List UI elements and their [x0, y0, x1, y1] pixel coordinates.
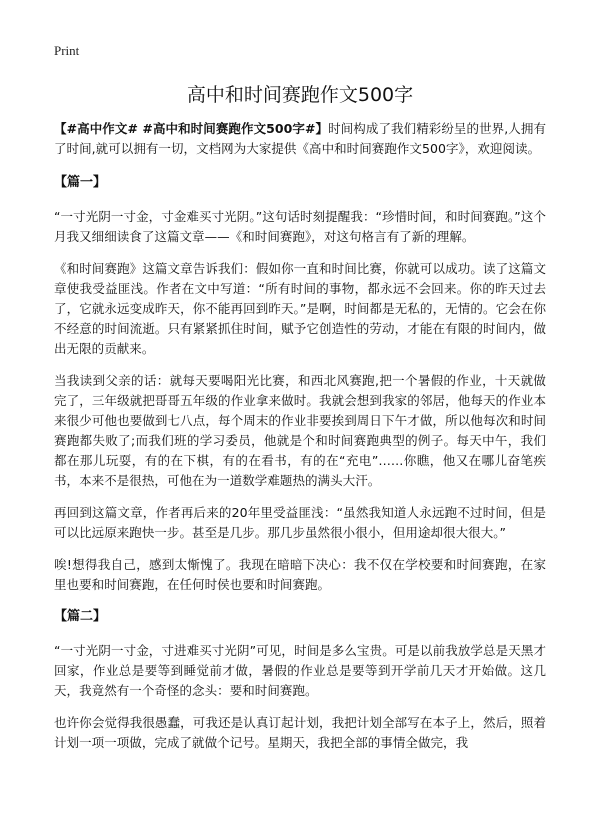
- section-2-paragraph-1: “一寸光阴一寸金，寸进难买寸光阴”可见，时间是多么宝贵。可是以前我放学总是天黑才回家，作业总是要等到睡觉前才做，暑假的作业总是要等到开学前几天才开始做。这几天，我竟然有一个奇怪的念头：要和时间赛跑。: [54, 643, 546, 698]
- section-1-paragraph-2: 《和时间赛跑》这篇文章告诉我们：假如你一直和时间比赛，你就可以成功。读了这篇文章使我受益匪浅。作者在文中写道：“所有时间的事物，都永远不会回来。你的昨天过去了，它就永远变成昨天，你不能再回到昨天。”是啊，时间都是无私的，无情的。它会在你不经意的时间流逝。只有紧紧抓住时间，赋予它创造性的劳动，才能在有限的时间内，做出无限的贡献来。: [54, 261, 546, 356]
- page-title: 高中和时间赛跑作文500字: [186, 84, 414, 106]
- print-link[interactable]: Print: [54, 43, 80, 58]
- section-1-paragraph-1: “一寸光阴一寸金，寸金难买寸光阴。”这句话时刻提醒我：“珍惜时间，和时间赛跑。”这个月我又细细读食了这篇文章——《和时间赛跑》，对这句格言有了新的理解。: [54, 209, 546, 244]
- section-heading-2: 【篇二】: [54, 609, 107, 624]
- intro-text: 时间构成了我们精彩纷呈的世界,人拥有了时间,就可以拥有一切，文档网为大家提供《高中和时间赛跑作文500字》，欢迎阅读。: [54, 121, 546, 156]
- section-heading-1: 【篇一】: [54, 175, 107, 190]
- section-2-paragraph-2: 也许你会觉得我很愚蠢，可我还是认真订起计划，我把计划全部写在本子上，然后，照着计划一项一项做，完成了就做个记号。星期天，我把全部的事情全做完，我: [54, 715, 546, 750]
- intro-tags: 【#高中作文# #高中和时间赛跑作文500字#】: [54, 121, 329, 136]
- section-1-paragraph-4: 再回到这篇文章，作者再后来的20年里受益匪浅：“虽然我知道人永远跑不过时间，但是可以比远原来跑快一步。甚至是几步。那几步虽然很小很小，但用途却很大很大。”: [54, 505, 546, 540]
- article-body: [54, 119, 546, 765]
- intro-paragraph: [54, 119, 546, 159]
- section-1-paragraph-3: 当我读到父亲的话：就每天要喝阳光比赛，和西北风赛跑,把一个暑假的作业，十天就做完了，三年级就把哥哥五年级的作业拿来做时。我就会想到我家的邻居，他每天的作业本来很少可他也要做到七八点，每个周末的作业非要挨到周日下午才做，所以他每次和时间赛跑都失败了;而我们班的学习委员，他就是个和时间赛跑典型的例子。每天中午，我们都在那儿玩耍，有的在下棋，有的在看书，有的在“充电”……你瞧，他又在哪儿奋笔疾书，本来不是很热，可他在为一道数学难题热的满头大汗。: [54, 373, 546, 488]
- section-1-paragraph-5: 唉!想得我自己，感到太惭愧了。我现在暗暗下决心：我不仅在学校要和时间赛跑，在家里也要和时间赛跑，在任何时侯也要和时间赛跑。: [54, 557, 546, 592]
